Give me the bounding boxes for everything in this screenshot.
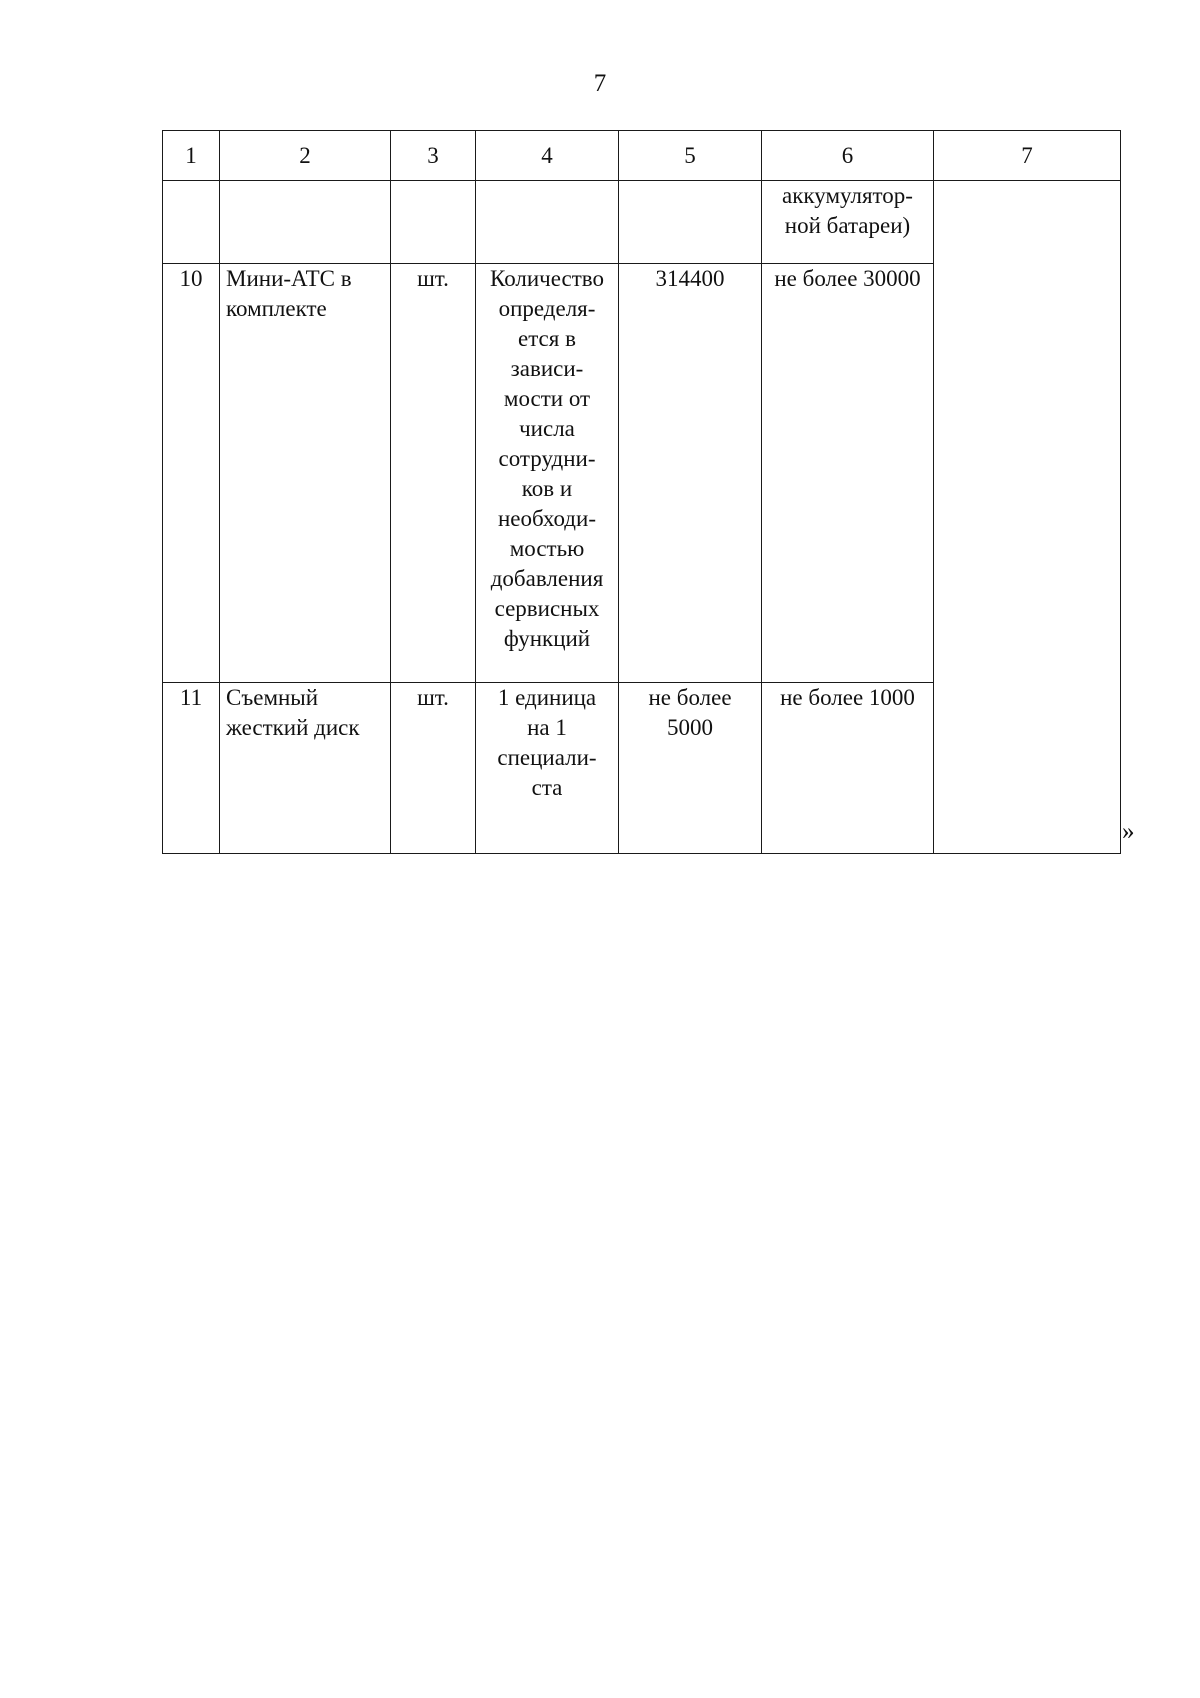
cell-unit: шт. <box>391 683 476 854</box>
closing-quote-mark: » <box>1122 818 1135 845</box>
header-cell-3: 3 <box>391 131 476 181</box>
cell-unit <box>391 181 476 264</box>
cell-name: Съемный жесткий диск <box>220 683 391 854</box>
cell-price: не более 5000 <box>619 683 762 854</box>
header-cell-1: 1 <box>163 131 220 181</box>
cell-note <box>934 181 1121 854</box>
cell-value: не более 30000 <box>762 264 934 683</box>
cell-price: 314400 <box>619 264 762 683</box>
cell-name <box>220 181 391 264</box>
cell-quantity: Количество определя- ется в зависи- мости от числа сотрудни- ков и необходи- мостью добавления сервисных функций <box>476 264 619 683</box>
cell-value: не более 1000 <box>762 683 934 854</box>
specification-table <box>162 130 1121 854</box>
cell-name: Мини-АТС в комплекте <box>220 264 391 683</box>
header-cell-2: 2 <box>220 131 391 181</box>
table-header-row <box>163 131 1121 181</box>
header-cell-4: 4 <box>476 131 619 181</box>
header-cell-5: 5 <box>619 131 762 181</box>
cell-number: 11 <box>163 683 220 854</box>
cell-quantity: 1 единица на 1 специали- ста <box>476 683 619 854</box>
cell-price <box>619 181 762 264</box>
page-number: 7 <box>593 70 607 97</box>
cell-number: 10 <box>163 264 220 683</box>
cell-unit: шт. <box>391 264 476 683</box>
table-row <box>163 181 1121 264</box>
header-cell-7: 7 <box>934 131 1121 181</box>
cell-quantity <box>476 181 619 264</box>
cell-value: аккумулятор- ной батареи) <box>762 181 934 264</box>
cell-number <box>163 181 220 264</box>
header-cell-6: 6 <box>762 131 934 181</box>
